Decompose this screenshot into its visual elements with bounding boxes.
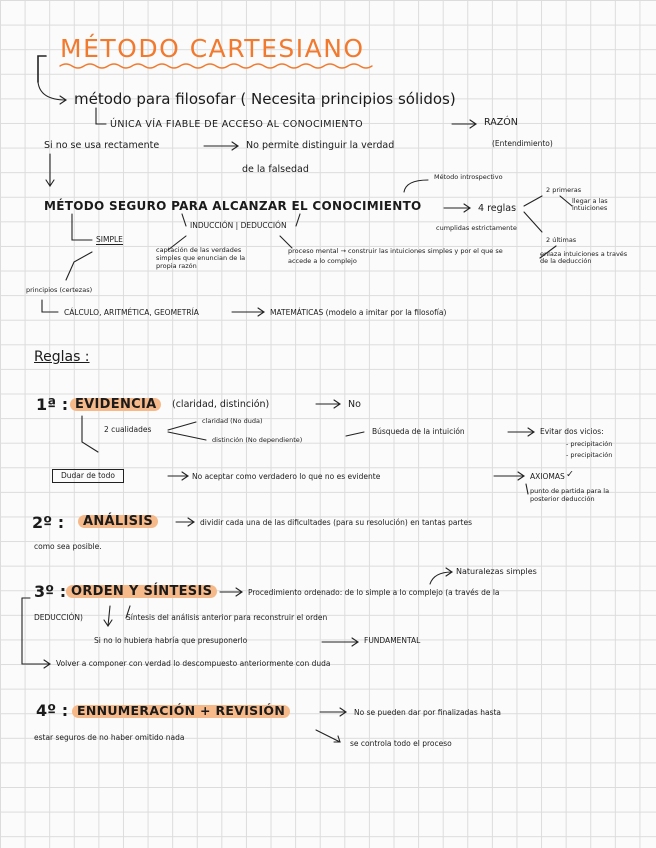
regla1-desc: (claridad, distinción) [172, 399, 270, 410]
volver-componer: Volver a componer con verdad lo descompuesto anteriormente con duda [56, 659, 331, 668]
metodo-introspectivo: Método introspectivo [434, 173, 503, 181]
no-permite: No permite distinguir la verdad [246, 140, 395, 151]
distincion: distinción (No dependiente) [212, 436, 303, 444]
principios-certezas: principios (certezas) [26, 286, 93, 294]
se-controla: se controla todo el proceso [350, 739, 452, 748]
axiomas: AXIOMAS [530, 472, 565, 481]
proceso-mental: proceso mental → construir las intuiciones simples y por el que se accede a lo complejo [288, 247, 503, 265]
vicio-1: - precipitación [566, 440, 613, 448]
entendimiento: (Entendimiento) [492, 139, 553, 148]
dos-ultimas: 2 últimas [546, 236, 577, 244]
induccion-deduccion: INDUCCIÓN | DEDUCCIÓN [190, 221, 287, 230]
regla3-deduccion: DEDUCCIÓN) [34, 613, 83, 622]
regla4-desc: No se pueden dar por finalizadas hasta [354, 708, 501, 717]
regla2-desc: dividir cada una de las dificultades (para su resolución) en tantas partes [200, 518, 472, 527]
calculo: CÁLCULO, ARITMÉTICA, GEOMETRÍA [64, 308, 199, 317]
punto-partida: punto de partida para la posterior deducción [530, 487, 610, 503]
regla4-desc2: estar seguros de no haber omitido nada [34, 733, 185, 742]
regla1-name: EVIDENCIA [70, 398, 161, 411]
matematicas: MATEMÁTICAS (modelo a imitar por la filosofía) [270, 308, 447, 317]
regla4-name: ENNUMERACIÓN + REVISIÓN [72, 705, 290, 718]
regla3-desc: Procedimiento ordenado: de lo simple a lo complejo (a través de la [248, 588, 500, 597]
regla3-num: 3º : [34, 582, 67, 601]
naturalezas-simples: Naturalezas simples [456, 567, 537, 576]
unica-via: ÚNICA VÍA FIABLE DE ACCESO AL CONOCIMIENTO [110, 119, 364, 130]
enlaza-intuiciones: enlaza intuiciones a través de la deducción [540, 250, 628, 266]
cuatro-reglas: 4 reglas [478, 203, 517, 214]
de-la-falsedad: de la falsedad [242, 164, 309, 175]
no-aceptar: No aceptar como verdadero lo que no es evidente [192, 472, 381, 481]
fundamental: FUNDAMENTAL [364, 636, 421, 645]
sintesis: Síntesis del análisis anterior para reconstruir el orden [126, 613, 328, 622]
regla1-num: 1ª : [36, 395, 69, 414]
razon: RAZÓN [484, 117, 518, 128]
metodo-filosofar: método para filosofar ( Necesita principios sólidos) [74, 90, 456, 108]
dudar-de-todo: Dudar de todo [52, 469, 124, 483]
regla2-num: 2º : [32, 513, 65, 532]
regla3-name: ORDEN Y SÍNTESIS [66, 585, 217, 598]
page-title: MÉTODO CARTESIANO [60, 34, 365, 63]
regla1-no: No [348, 399, 361, 410]
claridad: claridad (No duda) [202, 417, 263, 425]
reglas-heading: Reglas : [34, 349, 90, 365]
si-no-rectamente: Si no se usa rectamente [44, 140, 160, 151]
metodo-seguro-heading: MÉTODO SEGURO PARA ALCANZAR EL CONOCIMIENTO [44, 199, 422, 213]
check-icon: ✓ [566, 469, 574, 480]
captacion: captación de las verdades simples que enuncian de la propia razón [156, 246, 246, 270]
dos-cualidades: 2 cualidades [104, 425, 152, 434]
vicio-2: - precipitación [566, 451, 613, 459]
cumplidas: cumplidas estrictamente [436, 224, 517, 232]
llegar-intuiciones: llegar a las intuiciones [572, 197, 608, 213]
regla2-name: ANÁLISIS [78, 515, 158, 528]
regla4-num: 4º : [36, 701, 69, 720]
si-no-hubiera: Si no lo hubiera habría que presuponerlo [94, 636, 248, 645]
simple-label: SIMPLE [96, 235, 123, 244]
dos-primeras: 2 primeras [546, 186, 582, 194]
regla2-desc2: como sea posible. [34, 542, 102, 551]
busqueda: Búsqueda de la intuición [372, 427, 465, 436]
evitar-vicios: Evitar dos vicios: [540, 427, 604, 436]
